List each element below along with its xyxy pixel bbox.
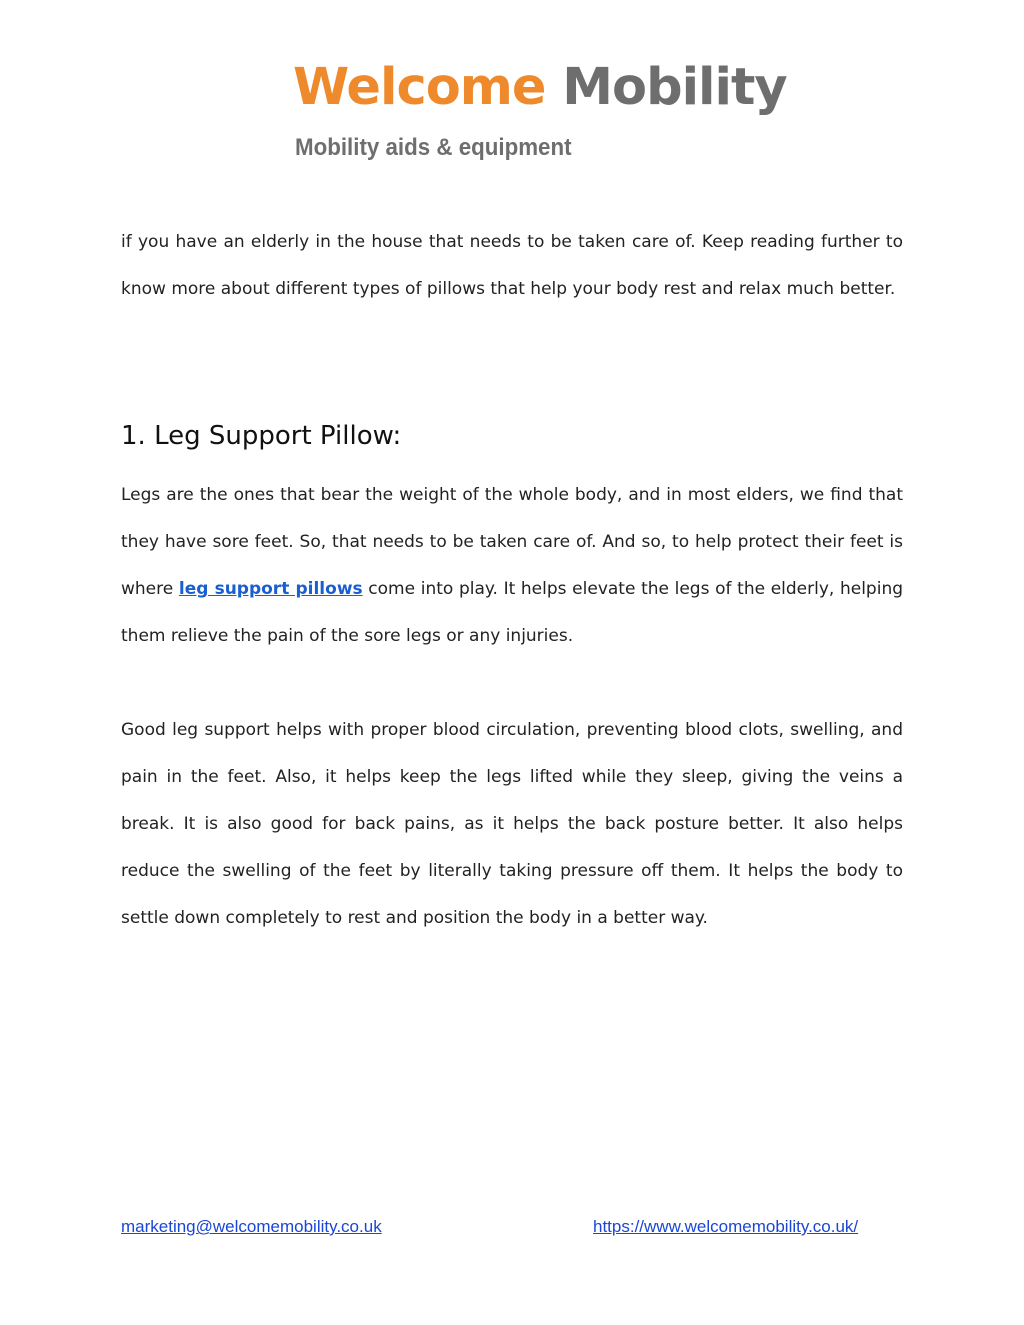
section-heading: 1. Leg Support Pillow: — [121, 421, 402, 451]
logo-word-mobility: Mobility — [562, 58, 787, 117]
brand-logo — [293, 52, 787, 172]
paragraph-1-text-before: Legs are the ones that bear the weight of the whole body, and in most elders, we find that they have sore feet. So, that needs to be taken care of. And so, to help protect their feet is where — [121, 485, 903, 599]
section-paragraph-1-block — [121, 472, 903, 660]
intro-block — [121, 219, 903, 313]
section-paragraph-1 — [121, 472, 903, 660]
paragraph-1-text-after: come into play. It helps elevate the legs of the elderly, helping them relieve the pain of the sore legs or any injuries. — [121, 579, 904, 646]
leg-support-pillows-link[interactable]: leg support pillows — [178, 579, 363, 599]
logo-word-welcome: Welcome — [293, 58, 546, 117]
footer-email-link[interactable]: marketing@welcomemobility.co.uk — [121, 1217, 382, 1236]
section-paragraph-2: Good leg support helps with proper blood circulation, preventing blood clots, swelling, and pain in the feet. Also, it helps keep the legs lifted while they sleep, giving the veins a break. It is also good for back pains, as it helps the back posture better. It also helps reduce the swelling of the feet by literally taking pressure off them. It helps the body to settle down completely to rest and position the body in a better way. — [121, 720, 903, 928]
section-paragraph-2-block — [121, 707, 903, 942]
logo-wordmark — [293, 52, 787, 124]
intro-paragraph: if you have an elderly in the house that needs to be taken care of. Keep reading further to know more about different types of pillows that help your body rest and relax much better. — [121, 232, 903, 299]
logo-tagline: Mobility aids & equipment — [295, 134, 572, 161]
footer-website-link[interactable]: https://www.welcomemobility.co.uk/ — [593, 1217, 859, 1236]
